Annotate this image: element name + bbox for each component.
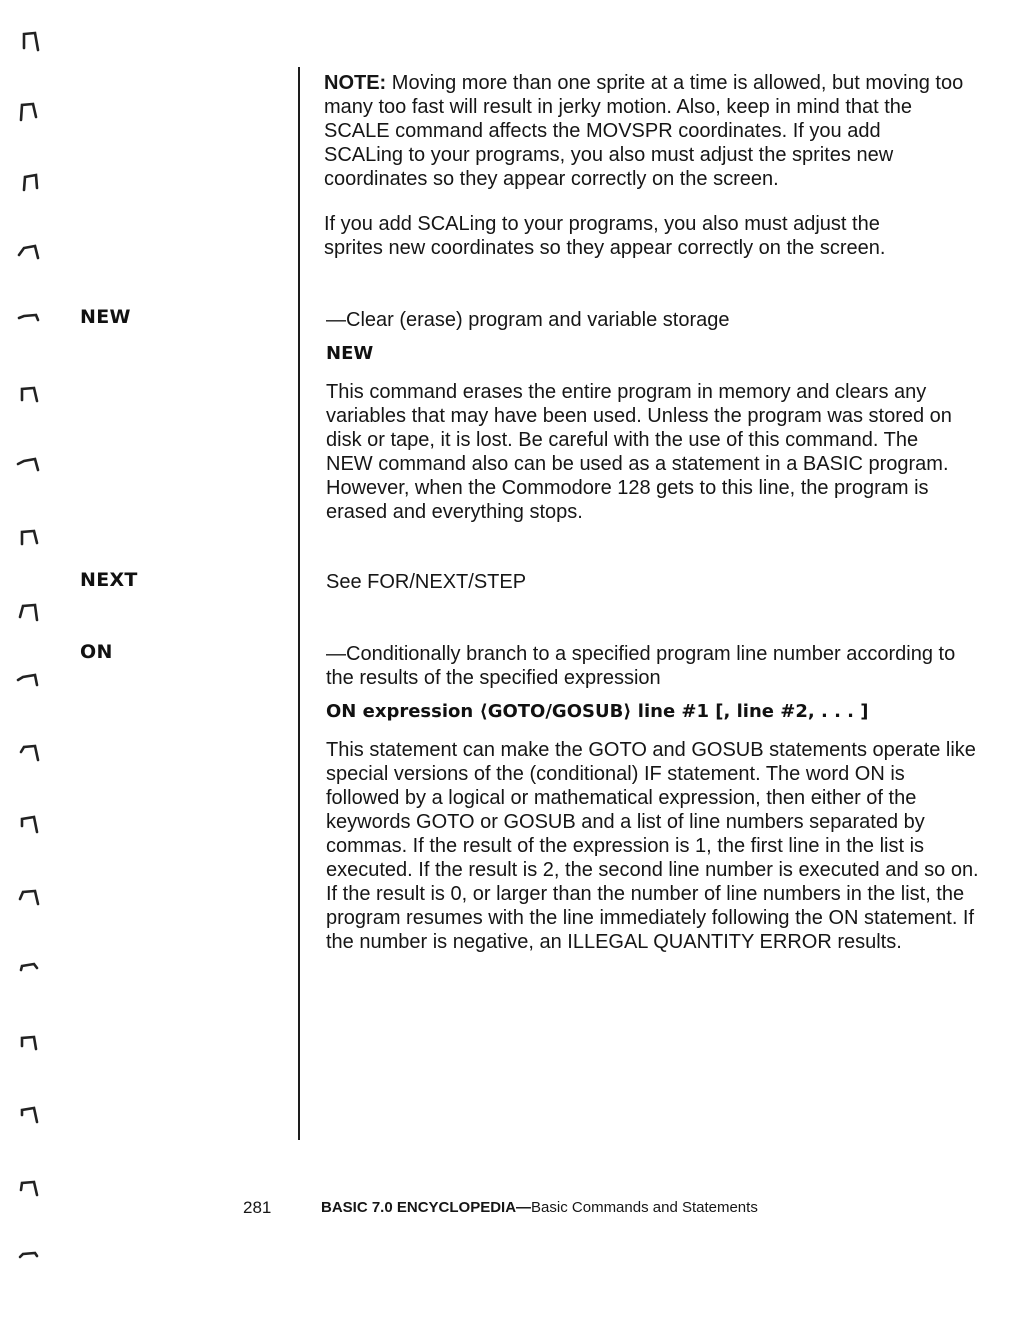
next-summary: See FOR/NEXT/STEP [326, 571, 527, 593]
note-text: Moving more than one sprite at a time is allowed, but moving too many too fast will result in jerky motion. Also, keep in mind that the SCALE command affects the MOVSPR coordinates. If you add SCALing to your programs, you also must adjust the sprites new coordinates so they appear correctly on the screen. [324, 72, 964, 190]
keyword-next: NEXT [80, 569, 138, 591]
binder-holes-decoration [0, 0, 70, 1328]
keyword-new: NEW [80, 306, 131, 328]
new-summary: —Clear (erase) program and variable storage [326, 309, 730, 331]
page-number: 281 [243, 1198, 272, 1217]
note-label: NOTE: [324, 72, 387, 94]
running-footer [321, 1199, 758, 1216]
new-description: This command erases the entire program in memory and clears any variables that may have been used. Unless the program was stored on disk or tape, it is lost. Be careful with the use of this command. The NEW command also can be used as a statement in a BASIC program. However, when the Commodore 128 gets to this line, the program is erased and everything stops. [326, 381, 952, 523]
on-summary: —Conditionally branch to a specified program line number according to the results of the specified expression [326, 643, 956, 689]
keyword-on: ON [80, 641, 113, 663]
new-format: NEW [326, 343, 374, 364]
note-paragraph [324, 71, 964, 191]
on-description: This statement can make the GOTO and GOSUB statements operate like special versions of the (conditional) IF statement. The word ON is followed by a logical or mathematical expression, then either of the keywords GOTO or GOSUB and a list of line numbers separated by commas. If the result of the expression is 1, the first line in the list is executed. If the result is 2, the second line number is executed and so on. If the result is 0, or larger than the number of line numbers in the list, the program resumes with the line immediately following the ON statement. If the number is negative, an ILLEGAL QUANTITY ERROR results. [326, 739, 979, 953]
footer-title-bold: BASIC 7.0 ENCYCLOPEDIA— [321, 1199, 532, 1216]
note-repeat-paragraph: If you add SCALing to your programs, you also must adjust the sprites new coordinates so they appear correctly on the screen. [324, 213, 886, 259]
on-format: ON expression ⟨GOTO/GOSUB⟩ line #1 [, line #2, . . . ] [326, 701, 869, 722]
footer-title-rest: Basic Commands and Statements [531, 1199, 758, 1216]
column-divider [298, 67, 300, 1140]
